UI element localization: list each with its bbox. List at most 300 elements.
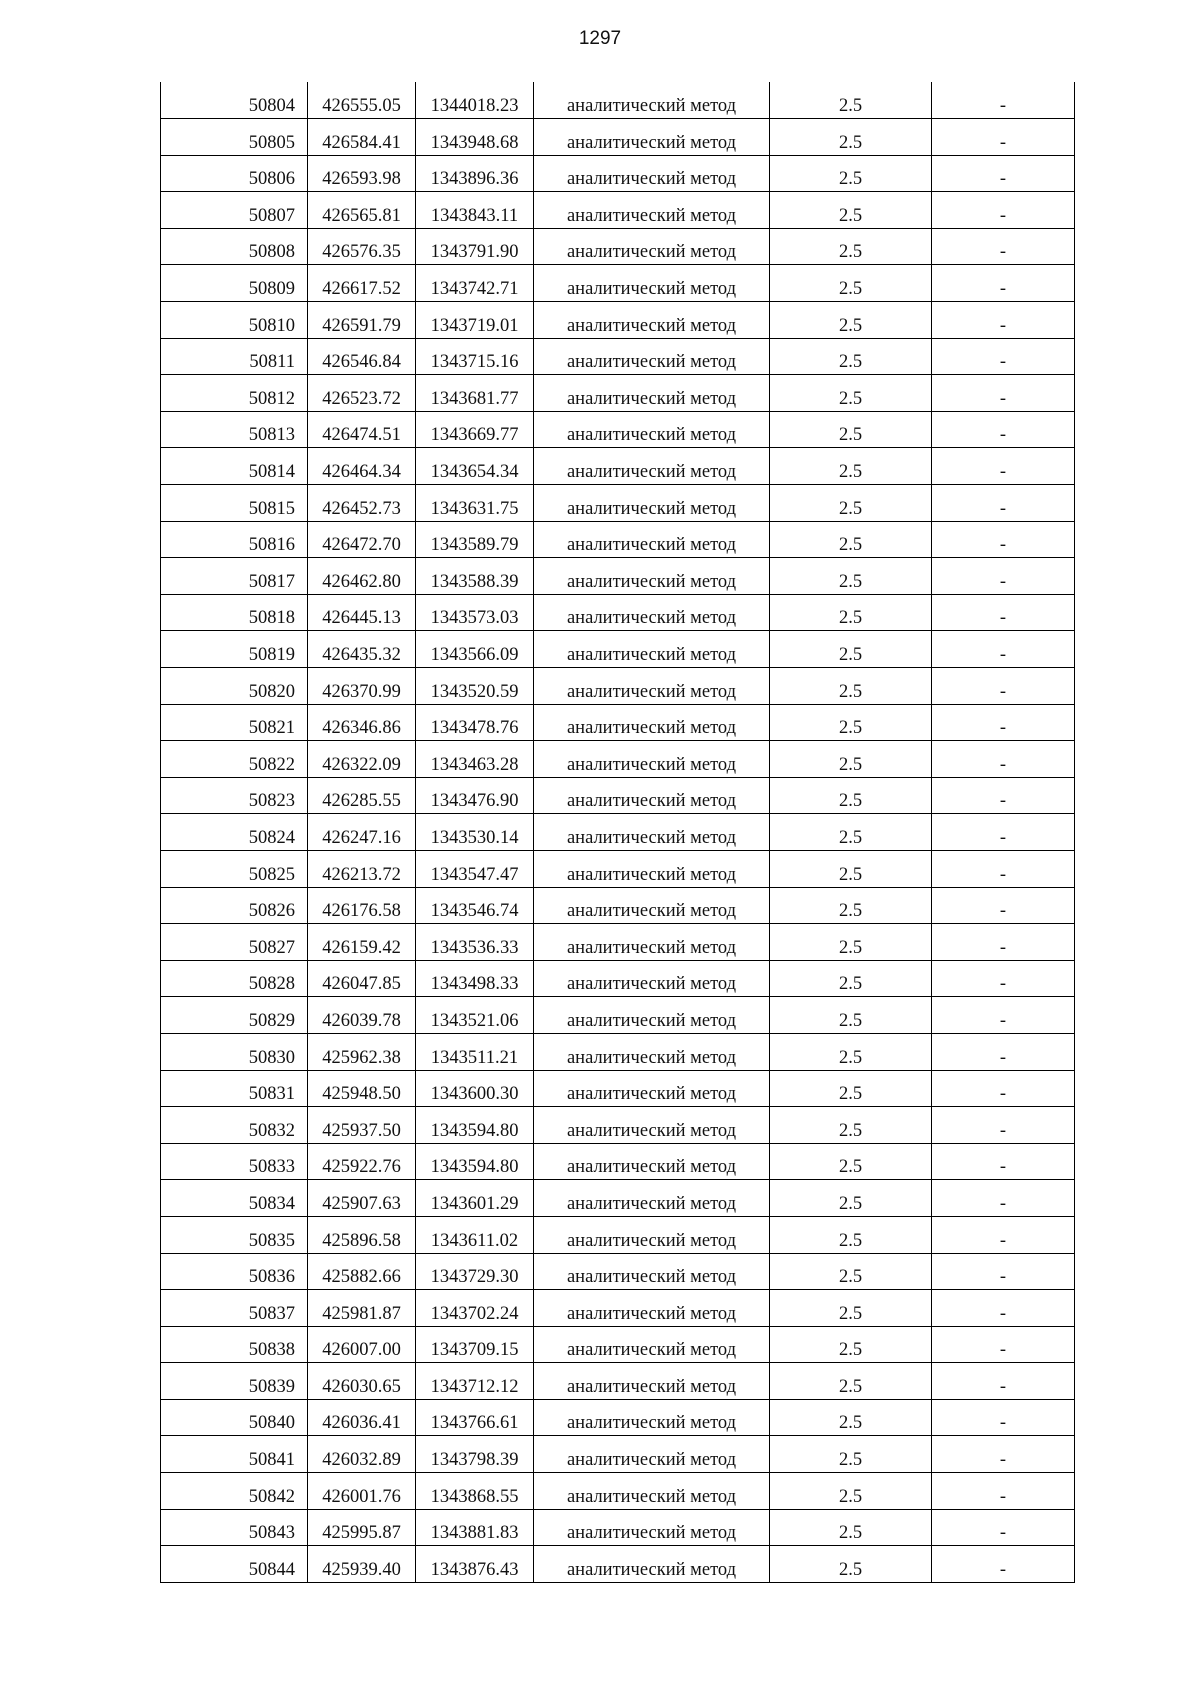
x-coordinate-cell-text: 426593.98 [322, 169, 401, 190]
x-coordinate-cell-text: 425939.40 [322, 1559, 401, 1580]
y-coordinate-cell [416, 850, 534, 887]
precision-cell [770, 485, 932, 522]
x-coordinate-cell [308, 850, 416, 887]
y-coordinate-cell [416, 668, 534, 705]
precision-cell-text: 2.5 [838, 1084, 863, 1105]
description-cell [932, 265, 1075, 302]
point-number-cell [161, 1070, 308, 1107]
x-coordinate-cell-text: 426285.55 [322, 791, 401, 812]
method-cell [534, 1326, 770, 1363]
precision-cell [770, 777, 932, 814]
y-coordinate-cell [416, 1180, 534, 1217]
method-cell [534, 119, 770, 156]
y-coordinate-cell-text: 1343520.59 [430, 681, 519, 702]
point-number-cell-text: 50817 [248, 571, 295, 592]
point-number-cell-text: 50827 [248, 937, 295, 958]
table-row [161, 997, 1075, 1034]
precision-cell [770, 631, 932, 668]
description-cell-text: - [999, 791, 1007, 812]
method-cell [534, 338, 770, 375]
point-number-cell-text: 50808 [248, 242, 295, 263]
point-number-cell-text: 50824 [248, 827, 295, 848]
point-number-cell [161, 1290, 308, 1327]
table-row [161, 777, 1075, 814]
x-coordinate-cell [308, 741, 416, 778]
x-coordinate-cell [308, 521, 416, 558]
x-coordinate-cell-text: 426462.80 [322, 571, 401, 592]
description-cell [932, 558, 1075, 595]
point-number-cell-text: 50809 [248, 279, 295, 300]
table-row [161, 1363, 1075, 1400]
y-coordinate-cell [416, 594, 534, 631]
x-coordinate-cell [308, 155, 416, 192]
method-cell [534, 1216, 770, 1253]
method-cell-text: аналитический метод [566, 388, 737, 409]
precision-cell [770, 1033, 932, 1070]
page-number: 1297 [578, 28, 622, 49]
point-number-cell-text: 50833 [248, 1157, 295, 1178]
x-coordinate-cell [308, 960, 416, 997]
precision-cell-text: 2.5 [838, 1047, 863, 1068]
method-cell-text: аналитический метод [566, 1230, 737, 1251]
y-coordinate-cell [416, 924, 534, 961]
description-cell-text: - [999, 1084, 1007, 1105]
table-body [161, 82, 1075, 1582]
x-coordinate-cell-text: 426159.42 [322, 937, 401, 958]
table-row [161, 1253, 1075, 1290]
precision-cell-text: 2.5 [838, 1450, 863, 1471]
y-coordinate-cell [416, 521, 534, 558]
y-coordinate-cell-text: 1343669.77 [430, 425, 519, 446]
point-number-cell-text: 50816 [248, 535, 295, 556]
precision-cell [770, 741, 932, 778]
precision-cell-text: 2.5 [838, 498, 863, 519]
method-cell [534, 1399, 770, 1436]
precision-cell-text: 2.5 [838, 901, 863, 922]
method-cell [534, 1180, 770, 1217]
table-row [161, 119, 1075, 156]
precision-cell [770, 1253, 932, 1290]
x-coordinate-cell [308, 448, 416, 485]
table-row [161, 228, 1075, 265]
method-cell-text: аналитический метод [566, 974, 737, 995]
x-coordinate-cell [308, 119, 416, 156]
y-coordinate-cell [416, 1326, 534, 1363]
x-coordinate-cell [308, 302, 416, 339]
x-coordinate-cell-text: 425922.76 [322, 1157, 401, 1178]
description-cell-text: - [999, 864, 1007, 885]
precision-cell-text: 2.5 [838, 205, 863, 226]
precision-cell [770, 155, 932, 192]
precision-cell [770, 82, 932, 119]
precision-cell-text: 2.5 [838, 681, 863, 702]
point-number-cell [161, 485, 308, 522]
description-cell [932, 850, 1075, 887]
precision-cell [770, 1509, 932, 1546]
description-cell-text: - [999, 315, 1007, 336]
point-number-cell-text: 50813 [248, 425, 295, 446]
method-cell-text: аналитический метод [566, 754, 737, 775]
x-coordinate-cell-text: 426346.86 [322, 718, 401, 739]
precision-cell-text: 2.5 [838, 718, 863, 739]
y-coordinate-cell-text: 1343948.68 [430, 132, 519, 153]
point-number-cell [161, 192, 308, 229]
y-coordinate-cell-text: 1343881.83 [430, 1523, 519, 1544]
precision-cell [770, 338, 932, 375]
x-coordinate-cell [308, 887, 416, 924]
x-coordinate-cell [308, 338, 416, 375]
method-cell-text: аналитический метод [566, 535, 737, 556]
method-cell [534, 1253, 770, 1290]
method-cell [534, 594, 770, 631]
method-cell-text: аналитический метод [566, 205, 737, 226]
description-cell [932, 375, 1075, 412]
x-coordinate-cell-text: 425962.38 [322, 1047, 401, 1068]
precision-cell [770, 1180, 932, 1217]
point-number-cell [161, 1180, 308, 1217]
table-row [161, 960, 1075, 997]
method-cell-text: аналитический метод [566, 901, 737, 922]
precision-cell-text: 2.5 [838, 1157, 863, 1178]
x-coordinate-cell [308, 265, 416, 302]
y-coordinate-cell [416, 1290, 534, 1327]
precision-cell-text: 2.5 [838, 974, 863, 995]
precision-cell-text: 2.5 [838, 1120, 863, 1141]
x-coordinate-cell-text: 426213.72 [322, 864, 401, 885]
y-coordinate-cell [416, 192, 534, 229]
point-number-cell [161, 1509, 308, 1546]
description-cell [932, 192, 1075, 229]
precision-cell [770, 1363, 932, 1400]
y-coordinate-cell [416, 228, 534, 265]
y-coordinate-cell [416, 1216, 534, 1253]
precision-cell [770, 1290, 932, 1327]
precision-cell [770, 1143, 932, 1180]
description-cell-text: - [999, 1267, 1007, 1288]
x-coordinate-cell-text: 426247.16 [322, 827, 401, 848]
method-cell-text: аналитический метод [566, 608, 737, 629]
table-row [161, 887, 1075, 924]
precision-cell [770, 265, 932, 302]
description-cell [932, 448, 1075, 485]
precision-cell-text: 2.5 [838, 388, 863, 409]
method-cell-text: аналитический метод [566, 1303, 737, 1324]
table-row [161, 594, 1075, 631]
method-cell-text: аналитический метод [566, 132, 737, 153]
table-row [161, 1546, 1075, 1583]
point-number-cell [161, 338, 308, 375]
y-coordinate-cell [416, 82, 534, 119]
table-row [161, 704, 1075, 741]
y-coordinate-cell-text: 1343589.79 [430, 535, 519, 556]
point-number-cell-text: 50814 [248, 462, 295, 483]
y-coordinate-cell [416, 631, 534, 668]
x-coordinate-cell-text: 426464.34 [322, 462, 401, 483]
y-coordinate-cell [416, 338, 534, 375]
description-cell-text: - [999, 169, 1007, 190]
description-cell [932, 960, 1075, 997]
coordinates-table [160, 82, 1075, 1583]
method-cell [534, 850, 770, 887]
precision-cell-text: 2.5 [838, 1010, 863, 1031]
method-cell-text: аналитический метод [566, 1450, 737, 1471]
y-coordinate-cell [416, 777, 534, 814]
description-cell-text: - [999, 1523, 1007, 1544]
method-cell-text: аналитический метод [566, 1486, 737, 1507]
precision-cell-text: 2.5 [838, 169, 863, 190]
description-cell-text: - [999, 352, 1007, 373]
point-number-cell [161, 375, 308, 412]
x-coordinate-cell-text: 426555.05 [322, 96, 401, 117]
description-cell-text: - [999, 754, 1007, 775]
method-cell-text: аналитический метод [566, 1010, 737, 1031]
description-cell-text: - [999, 1010, 1007, 1031]
description-cell [932, 119, 1075, 156]
x-coordinate-cell [308, 924, 416, 961]
y-coordinate-cell-text: 1343709.15 [430, 1340, 519, 1361]
precision-cell [770, 850, 932, 887]
method-cell-text: аналитический метод [566, 242, 737, 263]
table-row [161, 155, 1075, 192]
point-number-cell [161, 924, 308, 961]
x-coordinate-cell-text: 426445.13 [322, 608, 401, 629]
description-cell [932, 1070, 1075, 1107]
x-coordinate-cell [308, 1070, 416, 1107]
method-cell [534, 704, 770, 741]
method-cell [534, 1033, 770, 1070]
y-coordinate-cell-text: 1343476.90 [430, 791, 519, 812]
method-cell-text: аналитический метод [566, 827, 737, 848]
y-coordinate-cell-text: 1343631.75 [430, 498, 519, 519]
precision-cell [770, 960, 932, 997]
y-coordinate-cell-text: 1343742.71 [430, 279, 519, 300]
method-cell [534, 924, 770, 961]
point-number-cell-text: 50829 [248, 1010, 295, 1031]
x-coordinate-cell [308, 228, 416, 265]
description-cell [932, 997, 1075, 1034]
x-coordinate-cell-text: 426576.35 [322, 242, 401, 263]
y-coordinate-cell-text: 1343547.47 [430, 864, 519, 885]
y-coordinate-cell-text: 1344018.23 [430, 96, 519, 117]
precision-cell-text: 2.5 [838, 96, 863, 117]
point-number-cell [161, 850, 308, 887]
point-number-cell-text: 50837 [248, 1303, 295, 1324]
description-cell-text: - [999, 1340, 1007, 1361]
method-cell-text: аналитический метод [566, 352, 737, 373]
point-number-cell-text: 50822 [248, 754, 295, 775]
precision-cell [770, 119, 932, 156]
method-cell [534, 1473, 770, 1510]
y-coordinate-cell-text: 1343498.33 [430, 974, 519, 995]
y-coordinate-cell-text: 1343601.29 [430, 1193, 519, 1214]
description-cell-text: - [999, 901, 1007, 922]
x-coordinate-cell-text: 426176.58 [322, 901, 401, 922]
description-cell [932, 1107, 1075, 1144]
point-number-cell [161, 1326, 308, 1363]
precision-cell [770, 887, 932, 924]
y-coordinate-cell [416, 1107, 534, 1144]
point-number-cell-text: 50821 [248, 718, 295, 739]
table-row [161, 1399, 1075, 1436]
point-number-cell-text: 50844 [248, 1559, 295, 1580]
point-number-cell [161, 777, 308, 814]
description-cell [932, 411, 1075, 448]
x-coordinate-cell-text: 425995.87 [322, 1523, 401, 1544]
table-row [161, 1326, 1075, 1363]
point-number-cell-text: 50811 [249, 352, 295, 373]
method-cell [534, 1436, 770, 1473]
precision-cell-text: 2.5 [838, 1340, 863, 1361]
x-coordinate-cell [308, 1436, 416, 1473]
y-coordinate-cell-text: 1343573.03 [430, 608, 519, 629]
description-cell [932, 887, 1075, 924]
method-cell [534, 777, 770, 814]
description-cell [932, 668, 1075, 705]
description-cell-text: - [999, 425, 1007, 446]
method-cell-text: аналитический метод [566, 1376, 737, 1397]
point-number-cell-text: 50810 [248, 315, 295, 336]
y-coordinate-cell-text: 1343654.34 [430, 462, 519, 483]
point-number-cell-text: 50807 [248, 205, 295, 226]
point-number-cell-text: 50830 [248, 1047, 295, 1068]
description-cell-text: - [999, 1120, 1007, 1141]
description-cell-text: - [999, 718, 1007, 739]
y-coordinate-cell-text: 1343566.09 [430, 645, 519, 665]
method-cell [534, 82, 770, 119]
y-coordinate-cell [416, 1546, 534, 1583]
table-row [161, 814, 1075, 851]
point-number-cell-text: 50843 [248, 1523, 295, 1544]
x-coordinate-cell [308, 1546, 416, 1583]
x-coordinate-cell [308, 777, 416, 814]
point-number-cell [161, 1143, 308, 1180]
precision-cell-text: 2.5 [838, 1230, 863, 1251]
method-cell [534, 228, 770, 265]
point-number-cell-text: 50839 [248, 1376, 295, 1397]
y-coordinate-cell-text: 1343681.77 [430, 388, 519, 409]
point-number-cell [161, 594, 308, 631]
point-number-cell-text: 50836 [248, 1267, 295, 1288]
x-coordinate-cell-text: 426032.89 [322, 1450, 401, 1471]
precision-cell-text: 2.5 [838, 242, 863, 263]
y-coordinate-cell-text: 1343896.36 [430, 169, 519, 190]
method-cell-text: аналитический метод [566, 1084, 737, 1105]
description-cell-text: - [999, 388, 1007, 409]
method-cell-text: аналитический метод [566, 1047, 737, 1068]
table-row [161, 1436, 1075, 1473]
x-coordinate-cell [308, 1180, 416, 1217]
description-cell-text: - [999, 279, 1007, 300]
y-coordinate-cell-text: 1343712.12 [430, 1376, 519, 1397]
x-coordinate-cell-text: 426546.84 [322, 352, 401, 373]
y-coordinate-cell [416, 704, 534, 741]
description-cell-text: - [999, 242, 1007, 263]
precision-cell [770, 1326, 932, 1363]
x-coordinate-cell-text: 426523.72 [322, 388, 401, 409]
precision-cell-text: 2.5 [838, 937, 863, 958]
description-cell-text: - [999, 1193, 1007, 1214]
precision-cell-text: 2.5 [838, 1523, 863, 1544]
description-cell-text: - [999, 937, 1007, 958]
point-number-cell [161, 119, 308, 156]
method-cell [534, 1143, 770, 1180]
y-coordinate-cell-text: 1343715.16 [430, 352, 519, 373]
point-number-cell [161, 1253, 308, 1290]
y-coordinate-cell-text: 1343588.39 [430, 571, 519, 592]
precision-cell [770, 814, 932, 851]
precision-cell-text: 2.5 [838, 132, 863, 153]
y-coordinate-cell [416, 887, 534, 924]
point-number-cell-text: 50819 [248, 645, 295, 665]
point-number-cell [161, 521, 308, 558]
point-number-cell [161, 1107, 308, 1144]
method-cell [534, 521, 770, 558]
precision-cell [770, 1546, 932, 1583]
method-cell-text: аналитический метод [566, 571, 737, 592]
y-coordinate-cell-text: 1343611.02 [430, 1230, 519, 1251]
precision-cell-text: 2.5 [838, 279, 863, 300]
point-number-cell [161, 265, 308, 302]
precision-cell-text: 2.5 [838, 608, 863, 629]
table-row [161, 265, 1075, 302]
x-coordinate-cell-text: 426472.70 [322, 535, 401, 556]
precision-cell [770, 375, 932, 412]
method-cell-text: аналитический метод [566, 645, 737, 665]
description-cell-text: - [999, 1413, 1007, 1434]
method-cell [534, 887, 770, 924]
precision-cell-text: 2.5 [838, 1267, 863, 1288]
description-cell [932, 594, 1075, 631]
description-cell [932, 924, 1075, 961]
precision-cell-text: 2.5 [838, 571, 863, 592]
precision-cell-text: 2.5 [838, 791, 863, 812]
table-row [161, 1473, 1075, 1510]
description-cell-text: - [999, 1303, 1007, 1324]
precision-cell [770, 1070, 932, 1107]
x-coordinate-cell-text: 426435.32 [322, 645, 401, 665]
point-number-cell-text: 50820 [248, 681, 295, 702]
table-row [161, 558, 1075, 595]
method-cell-text: аналитический метод [566, 169, 737, 190]
y-coordinate-cell [416, 558, 534, 595]
table-row [161, 850, 1075, 887]
method-cell-text: аналитический метод [566, 1193, 737, 1214]
x-coordinate-cell-text: 425907.63 [322, 1193, 401, 1214]
precision-cell-text: 2.5 [838, 1413, 863, 1434]
table-row [161, 82, 1075, 119]
description-cell-text: - [999, 827, 1007, 848]
method-cell [534, 1546, 770, 1583]
x-coordinate-cell [308, 1033, 416, 1070]
x-coordinate-cell [308, 192, 416, 229]
precision-cell [770, 668, 932, 705]
point-number-cell-text: 50828 [248, 974, 295, 995]
description-cell [932, 814, 1075, 851]
method-cell [534, 960, 770, 997]
y-coordinate-cell-text: 1343791.90 [430, 242, 519, 263]
y-coordinate-cell-text: 1343530.14 [430, 827, 519, 848]
y-coordinate-cell [416, 119, 534, 156]
y-coordinate-cell-text: 1343594.80 [430, 1120, 519, 1141]
point-number-cell [161, 1216, 308, 1253]
description-cell [932, 777, 1075, 814]
point-number-cell-text: 50826 [248, 901, 295, 922]
description-cell [932, 631, 1075, 668]
x-coordinate-cell [308, 814, 416, 851]
table-row [161, 1216, 1075, 1253]
x-coordinate-cell-text: 426039.78 [322, 1010, 401, 1031]
description-cell-text: - [999, 1559, 1007, 1580]
